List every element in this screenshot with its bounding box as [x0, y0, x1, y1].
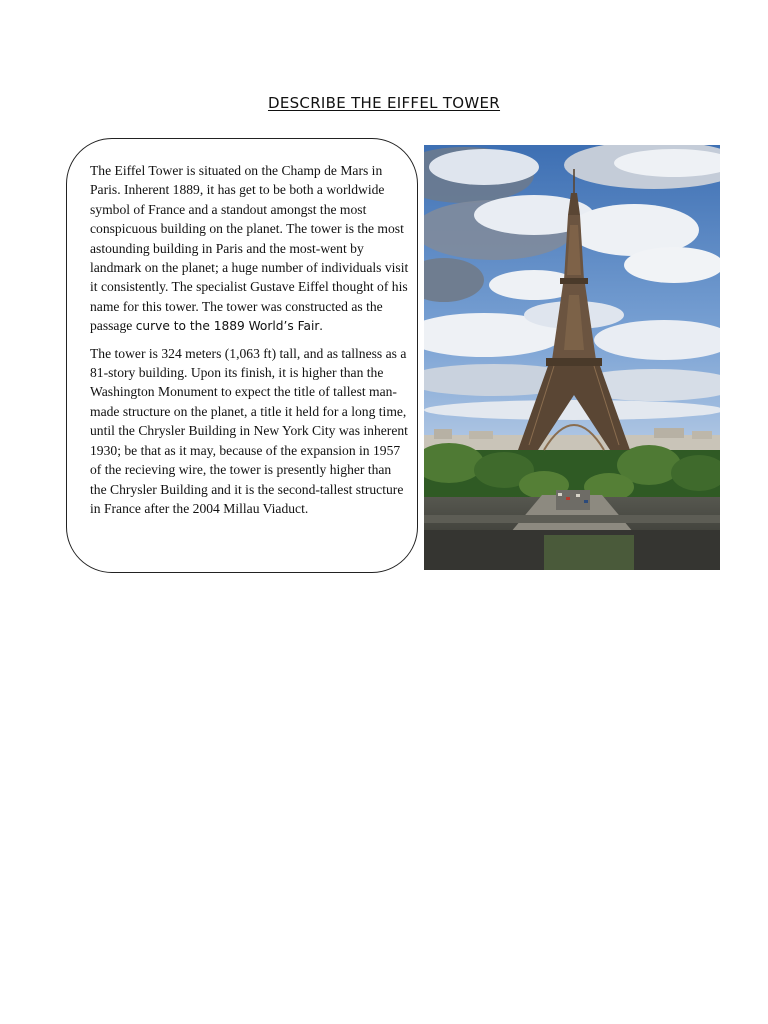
paragraph-2: The tower is 324 meters (1,063 ft) tall, and as tallness as a 81-story building. Upon its finish, it is higher than the Washington Monument to expect the title of tallest man-made structure on the planet, a title it held for a long time, until the Chrysler Building in New York City was inherent 1930; be that as it may, because of the expansion in 1957 of the recieving wire, the tower is presently higher than the Chrysler Building and it is the second-tallest structure in France after the 2004 Millau Viaduct. [90, 345, 408, 516]
paragraph-1 [90, 161, 409, 337]
road-traffic [556, 490, 590, 510]
eiffel-tower-photo [424, 145, 720, 570]
paragraph-1-tail-text: curve to the 1889 World’s Fair [135, 319, 320, 334]
text-box [66, 138, 418, 573]
page-title: DESCRIBE THE EIFFEL TOWER [267, 94, 501, 112]
paragraph-1-main-text: The Eiffel Tower is situated on the Champ de Mars in Paris. Inherent 1889, it has get to be both a worldwide symbol of France and a standout amongst the most conspicuous building on the planet. The tower is the most astounding building in Paris and the most-went by landmark on the planet; a huge number of individuals visit it consistently. The specialist Gustave Eiffel thought of his name for this tower. The tower was constructed as the passage [90, 163, 409, 334]
paragraph-1-end-text: . [319, 318, 323, 334]
